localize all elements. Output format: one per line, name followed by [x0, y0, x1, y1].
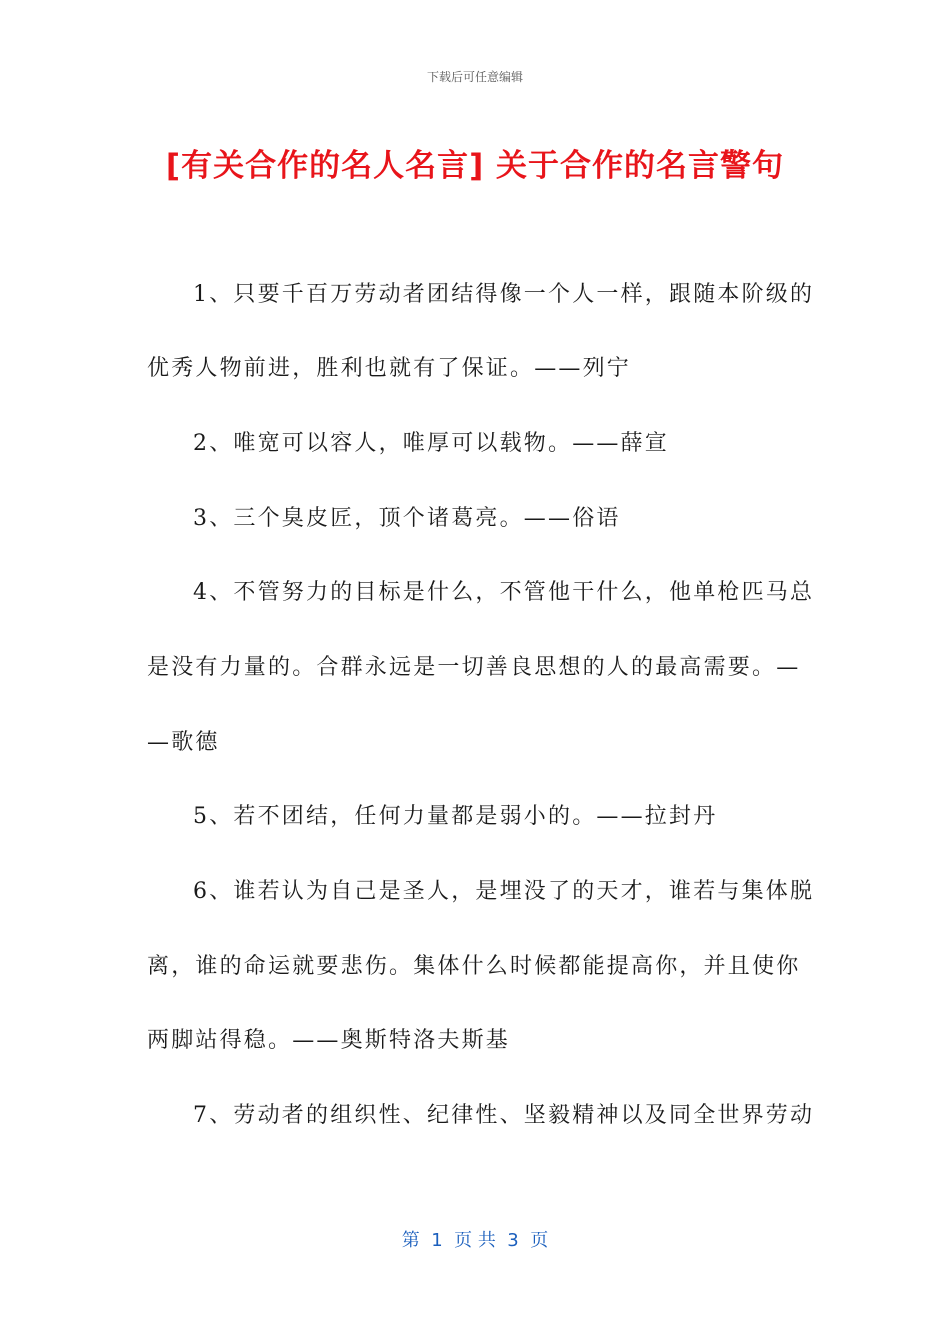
- body-line-3: 2、唯宽可以容人，唯厚可以载物。——薛宣: [193, 431, 669, 456]
- body-line-10: 离，谁的命运就要悲伤。集体什么时候都能提高你，并且使你: [147, 954, 801, 979]
- body-line-6: 是没有力量的。合群永远是一切善良思想的人的最高需要。—: [147, 655, 801, 680]
- body-line-4: 3、三个臭皮匠，顶个诸葛亮。——俗语: [193, 506, 621, 531]
- body-line-7: —歌德: [147, 730, 220, 755]
- page-footer: 第 1 页 共 3 页: [401, 1230, 549, 1251]
- body-line-11: 两脚站得稳。——奥斯特洛夫斯基: [147, 1028, 511, 1053]
- body-line-8: 5、若不团结，任何力量都是弱小的。——拉封丹: [193, 804, 718, 829]
- body-line-9: 6、谁若认为自己是圣人，是埋没了的天才，谁若与集体脱: [193, 879, 815, 904]
- body-line-5: 4、不管努力的目标是什么，不管他干什么，他单枪匹马总: [193, 580, 815, 605]
- document-title: [有关合作的名人名言] 关于合作的名言警句: [165, 148, 785, 184]
- body-line-12: 7、劳动者的组织性、纪律性、坚毅精神以及同全世界劳动: [193, 1103, 815, 1128]
- header-note: 下载后可任意编辑: [426, 70, 523, 84]
- body-line-1: 1、只要千百万劳动者团结得像一个人一样，跟随本阶级的: [193, 282, 815, 307]
- body-line-2: 优秀人物前进，胜利也就有了保证。——列宁: [147, 356, 632, 381]
